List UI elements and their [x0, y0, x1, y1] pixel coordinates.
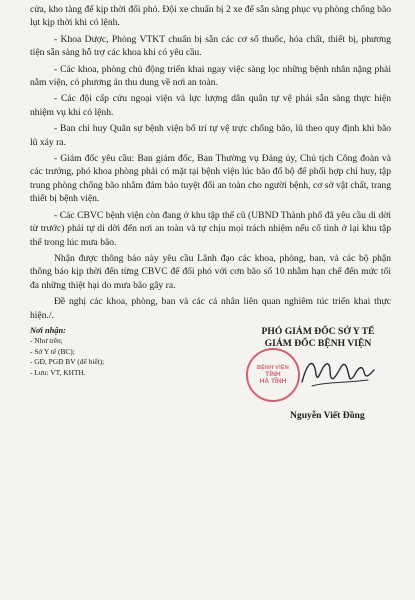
recipients-title: Nơi nhận: [30, 325, 66, 335]
paragraph-staff-relocation: - Các CBVC bệnh viện còn đang ở khu tập thể cũ (UBND Thành phố đã yêu cầu di dời từ trước) phải tự di dời đến nơi an toàn và tự chịu mọi trách nhiệm nếu cố tình ở lại khu tập thể trong lúc mưa bão. [30, 209, 391, 248]
signatory-title-line1: PHÓ GIÁM ĐỐC SỞ Y TẾ [261, 325, 375, 337]
paragraph-emergency-teams: - Các đội cấp cứu ngoại viện và lực lượng dân quân tự vệ phải sẵn sàng thực hiện nhiệm vụ khi có lệnh. [30, 93, 391, 118]
seal-text-line2: TỈNH [265, 370, 281, 378]
signatory-title-line2: GIÁM ĐỐC BỆNH VIỆN [264, 337, 372, 349]
paragraph-notice: Nhận được thông báo này yêu cầu Lãnh đạo các khoa, phòng, ban, và các bộ phận thông báo kịp thời đến từng CBVC để đối phó với cơn bão số 10 nhằm hạn chế đến mức tối đa những thiệt hại do mưa bão gây ra. [30, 252, 391, 291]
document-footer [30, 326, 391, 476]
recipients-block [30, 326, 180, 379]
paragraph-closing: Đề nghị các khoa, phòng, ban và các cá nhân liên quan nghiêm túc triển khai thực hiện./. [30, 296, 391, 321]
paragraph-director-request: - Giám đốc yêu cầu: Ban giám đốc, Ban Thường vụ Đảng ủy, Chủ tịch Công đoàn và các trưởng, phó khoa phòng phải có mặt tại bệnh viện lúc bão đổ bộ để phối hợp chỉ huy, tập trung phòng chống bão nhằm đảm bảo tuyệt đối an toàn cho người bệnh, cơ sở vật chất, trang thiết bị bệnh viện. [30, 153, 391, 205]
paragraph-pharmacy: - Khoa Dược, Phòng VTKT chuẩn bị sẵn các cơ số thuốc, hóa chất, thiết bị, phương tiện sẵn sàng hỗ trợ các khoa khi có yêu cầu. [30, 33, 391, 59]
signature-block [228, 325, 408, 421]
paragraph-departments: - Các khoa, phòng chủ động triển khai ngay việc sàng lọc những bệnh nhân nặng phải nằm viện, có phương án thu dung về nơi an toàn. [30, 63, 391, 89]
handwritten-signature [298, 352, 378, 392]
recipient-item: - Lưu: VT, KHTH. [30, 367, 86, 377]
seal-text-line1: BỆNH VIỆN [256, 364, 290, 371]
recipient-item: - Sở Y tế (BC); [30, 346, 75, 356]
recipient-item: - GĐ, PGĐ BV (để biết); [30, 357, 105, 367]
seal-text-line3: HÀ TĨNH [259, 377, 287, 385]
signer-name: Nguyễn Viết Đồng [290, 409, 365, 421]
paragraph-vehicles: cửa, kho tàng để kịp thời đối phó. Đội xe chuẩn bị 2 xe để sẵn sàng phục vụ phòng chống bão lụt kịp thời khi có lệnh. [30, 4, 391, 29]
hospital-seal [246, 348, 300, 402]
recipient-item: - Như trên; [30, 336, 63, 346]
paragraph-military-command: - Ban chỉ huy Quân sự bệnh viện bố trí tự vệ trực chống bão, lũ theo quy định khi bão lũ xảy ra. [30, 123, 391, 148]
